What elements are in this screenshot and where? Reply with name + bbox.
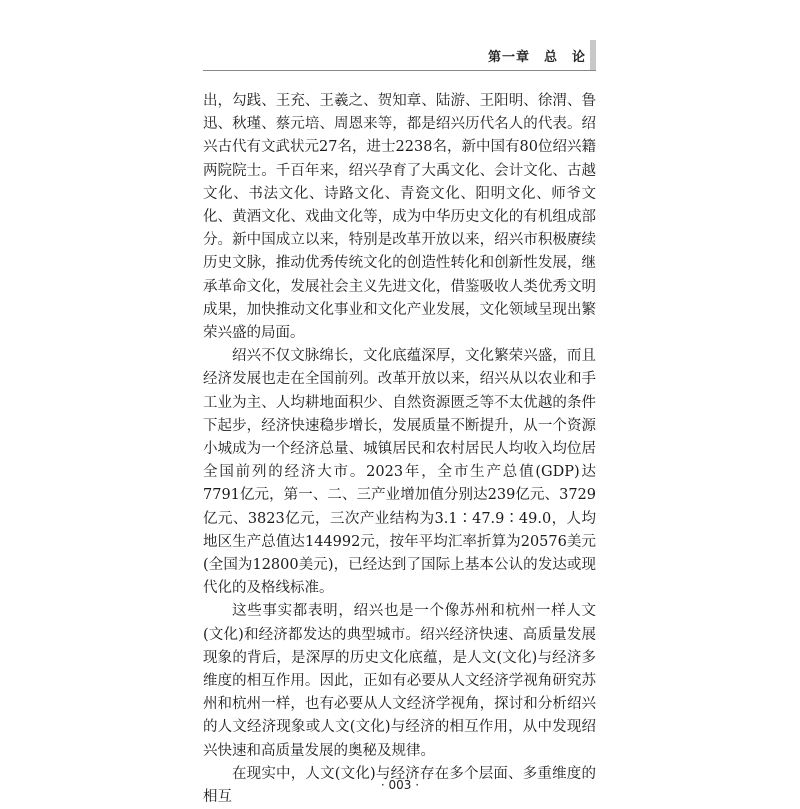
paragraph-3: 这些事实都表明，绍兴也是一个像苏州和杭州一样人文(文化)和经济都发达的典型城市。绍兴经济快速、高质量发展现象的背后，是深厚的历史文化底蕴，是人文(文化)与经济多维度的相互作用。因此，正如有必要从人文经济学视角研究苏州和杭州一样，也有必要从人文经济学视角，探讨和分析绍兴的人文经济现象或人文(文化)与经济的相互作用，从中发现绍兴快速和高质量发展的奥秘及规律。 bbox=[203, 603, 596, 759]
page-number: · 003 · bbox=[380, 778, 420, 792]
paragraph-4: 在现实中，人文(文化)与经济存在多个层面、多重维度的相互 bbox=[203, 765, 596, 806]
paragraph-2: 绍兴不仅文脉绵长，文化底蕴深厚，文化繁荣兴盛，而且经济发展也走在全国前列。改革开放以来，绍兴从以农业和手工业为主、人均耕地面积少、自然资源匮乏等不太优越的条件下起步，经济快速稳步增长，发展质量不断提升，从一个资源小城成为一个经济总量、城镇居民和农村居民人均收入均位居全国前列的经济大市。2023年，全市生产总值(GDP)达7791亿元，第一、二、三产业增加值分别达239亿元、3729亿元、3823亿元，三次产业结构为3.1∶47.9∶49.0，人均地区生产总值达144992元，按年平均汇率折算为20576美元(全国为12800美元)，已经达到了国际上基本公认的发达或现代化的及格线标准。 bbox=[203, 348, 596, 597]
body-text bbox=[203, 90, 596, 809]
header-marker-bar bbox=[590, 40, 596, 70]
running-header bbox=[488, 46, 586, 65]
paragraph-1: 出，勾践、王充、王羲之、贺知章、陆游、王阳明、徐渭、鲁迅、秋瑾、蔡元培、周恩来等，都是绍兴历代名人的代表。绍兴古代有文武状元27名，进士2238名，新中国有80位绍兴籍两院院士。千百年来，绍兴孕育了大禹文化、会计文化、古越文化、书法文化、诗路文化、青瓷文化、阳明文化、师爷文化、黄酒文化、戏曲文化等，成为中华历史文化的有机组成部分。新中国成立以来，特别是改革开放以来，绍兴市积极赓续历史文脉，推动优秀传统文化的创造性转化和创新性发展，继承革命文化，发展社会主义先进文化，借鉴吸收人类优秀文明成果，加快推动文化事业和文化产业发展，文化领域呈现出繁荣兴盛的局面。 bbox=[203, 93, 596, 342]
section-label-2: 论 bbox=[571, 50, 586, 65]
section-label: 总 bbox=[543, 50, 558, 65]
chapter-label: 第一章 bbox=[487, 50, 530, 65]
header-divider bbox=[203, 70, 596, 71]
